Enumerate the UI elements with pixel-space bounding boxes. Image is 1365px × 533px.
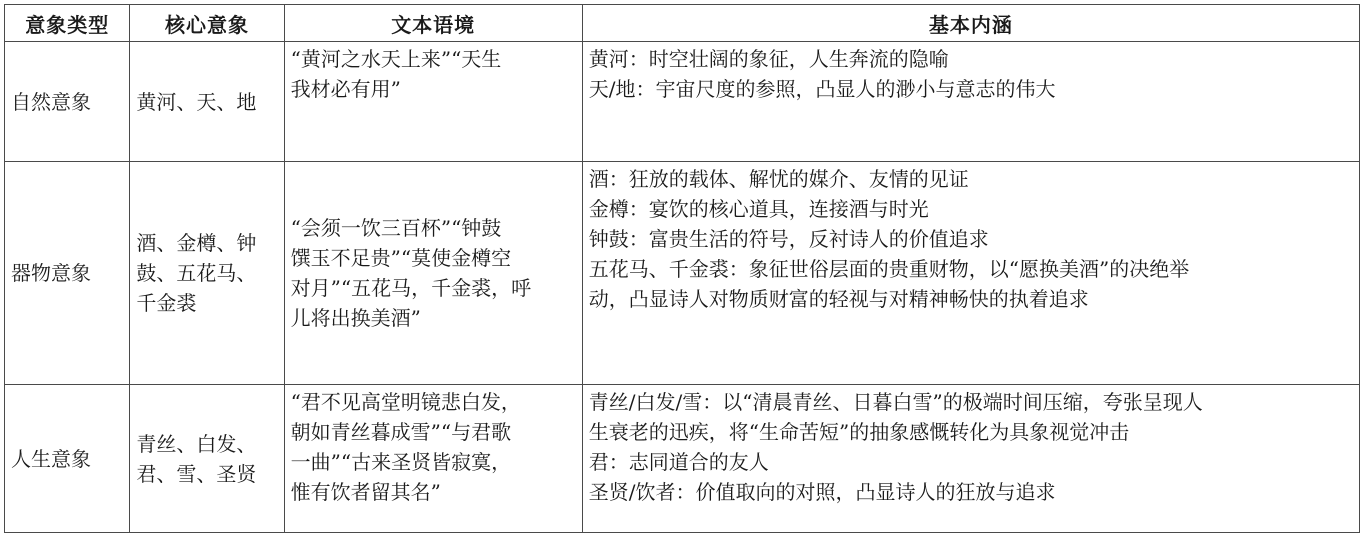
- basic-meaning-line: 钟鼓：富贵生活的符号，反衬诗人的价值追求: [588, 227, 989, 251]
- core-imagery-line: 鼓、五花马、: [136, 261, 257, 285]
- text-context-cell: [284, 385, 582, 533]
- core-imagery-cell: [130, 42, 284, 162]
- imagery-table: [4, 4, 1360, 533]
- basic-meaning-line: 动，凸显诗人对物质财富的轻视与对精神畅快的执着追求: [588, 287, 1089, 311]
- basic-meaning-line: 青丝/白发/雪：以“清晨青丝、日暮白雪”的极端时间压缩，夸张呈现人: [588, 390, 1203, 414]
- imagery-table-container: [4, 4, 1360, 512]
- core-imagery-line: 青丝、白发、: [136, 431, 257, 456]
- core-imagery-line: 酒、金樽、钟: [136, 231, 257, 255]
- table-row: [5, 42, 1360, 162]
- text-context-line: 惟有饮者留其名”: [290, 480, 441, 504]
- text-context-line: 馔玉不足贵”“莫使金樽空: [290, 246, 512, 270]
- header-basic-meaning: 基本内涵: [582, 5, 1359, 42]
- basic-meaning-line: 圣贤/饮者：价值取向的对照，凸显诗人的狂放与追求: [588, 480, 1056, 504]
- core-imagery-cell: [130, 162, 284, 385]
- text-context-line: 儿将出换美酒”: [290, 306, 421, 330]
- imagery-type-label: 人生意象: [11, 446, 91, 471]
- text-context-line: 我材必有用”: [290, 77, 401, 101]
- text-context-cell: [284, 162, 582, 385]
- table-row: [5, 385, 1360, 533]
- text-context-line: “会须一饮三百杯”“钟鼓: [290, 216, 502, 240]
- text-context-cell: [284, 42, 582, 162]
- imagery-type-label: 器物意象: [11, 261, 91, 285]
- imagery-type-cell: [5, 162, 130, 385]
- imagery-type-cell: [5, 385, 130, 533]
- table-row: [5, 162, 1360, 385]
- core-imagery-line: 君、雪、圣贤: [136, 461, 257, 486]
- basic-meaning-line: 君：志同道合的友人: [588, 450, 769, 474]
- basic-meaning-cell: [582, 42, 1359, 162]
- text-context-line: 对月”“五花马，千金裘，呼: [290, 276, 532, 300]
- basic-meaning-line: 酒：狂放的载体、解忧的媒介、友情的见证: [588, 167, 969, 191]
- basic-meaning-cell: [582, 162, 1359, 385]
- header-core-imagery: 核心意象: [130, 5, 284, 42]
- core-imagery-line: 千金裘: [136, 291, 197, 315]
- core-imagery-line: 黄河、天、地: [136, 89, 257, 114]
- basic-meaning-line: 生衰老的迅疾，将“生命苦短”的抽象感慨转化为具象视觉冲击: [588, 420, 1130, 444]
- imagery-type-label: 自然意象: [11, 89, 91, 114]
- basic-meaning-line: 五花马、千金裘：象征世俗层面的贵重财物，以“愿换美酒”的决绝举: [588, 257, 1190, 281]
- basic-meaning-line: 黄河：时空壮阔的象征，人生奔流的隐喻: [588, 47, 949, 71]
- core-imagery-cell: [130, 385, 284, 533]
- header-text-context: 文本语境: [284, 5, 582, 42]
- text-context-line: 朝如青丝暮成雪”“与君歌: [290, 420, 512, 444]
- basic-meaning-line: 天/地：宇宙尺度的参照，凸显人的渺小与意志的伟大: [588, 77, 1056, 101]
- basic-meaning-cell: [582, 385, 1359, 533]
- basic-meaning-line: 金樽：宴饮的核心道具，连接酒与时光: [588, 197, 929, 221]
- header-imagery-type: 意象类型: [5, 5, 130, 42]
- text-context-line: “君不见高堂明镜悲白发，: [290, 390, 521, 414]
- text-context-line: 一曲”“古来圣贤皆寂寞，: [290, 450, 512, 474]
- text-context-line: “黄河之水天上来”“天生: [290, 47, 502, 71]
- table-header-row: [5, 5, 1360, 42]
- imagery-type-cell: [5, 42, 130, 162]
